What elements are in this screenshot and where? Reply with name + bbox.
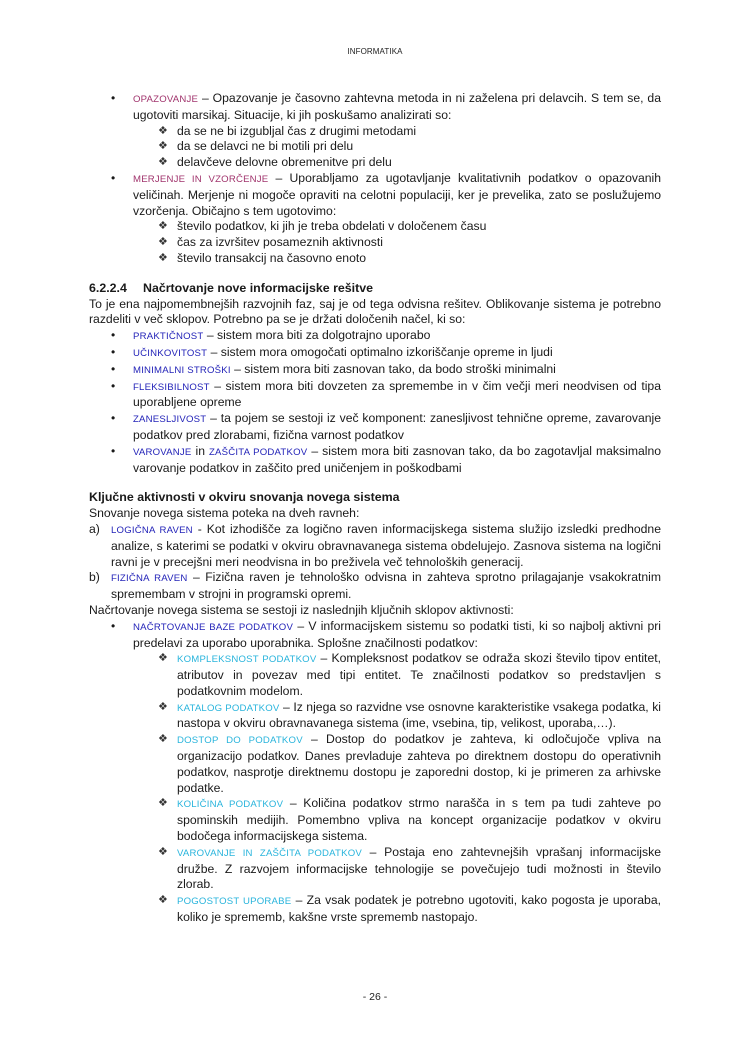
sub-list-item (89, 124, 661, 140)
item-text: – Opazovanje je časovno zahtevna metoda in ni zaželena pri delavcih. S tem se, da ugotoviti marsikaj. Situacije, ki jih poskušamo analizirati so: (133, 91, 661, 122)
item-text: – Postaja eno zahtevnejših vprašanj informacijske družbe. Z razvojem informacijske tehnologije se povečujejo tudi možnosti in število zlorab. (177, 844, 661, 892)
diamond-bullet-icon: ❖ (158, 236, 168, 249)
term-label: VAROVANJE (133, 446, 192, 458)
item-text: – sistem mora biti zasnovan tako, da bo zagotavljal maksimalno varovanje podatkov in zaščito pred uničenjem in poškodbami (133, 443, 662, 475)
list-marker: b) (89, 570, 100, 585)
term-label: NAČRTOVANJE BAZE PODATKOV (133, 621, 294, 633)
bullet-icon: • (111, 170, 116, 185)
list-item-prakticnost (89, 328, 661, 345)
sub-list-item-dostop (89, 732, 661, 796)
diamond-bullet-icon: ❖ (158, 845, 168, 858)
page-content (89, 91, 661, 926)
section-number: 6.2.2.4 (89, 280, 127, 295)
page-number: - 26 - (362, 991, 388, 1003)
item-text: – Kompleksnost podatkov se odraža skozi število tipov entitet, atributov in povezav med tipi entitet. Te značilnosti podatkov so predstavljen s podatkovnim modelom. (177, 651, 661, 698)
list-item-merjenje (89, 171, 661, 219)
list-item-fleksibilnost (89, 379, 661, 412)
term-label-2: ZAŠČITA PODATKOV (209, 446, 308, 458)
item-text: – sistem mora omogočati optimalno izkoriščanje opreme in ljudi (207, 344, 553, 359)
item-text: – Iz njega so razvidne vse osnovne karakteristike vsakega podatka, ki nastopa v okviru obravnavanega sistema (ime, vsebina, tip, velikost, uporaba,…). (177, 699, 661, 731)
list-item-nacrtovanje-baze (89, 619, 661, 652)
item-text: – Za vsak podatek je potrebno ugotoviti, kako pogosta je uporaba, koliko je sprememb, kakšne vrste sprememb nastopajo. (177, 893, 661, 925)
term-label: KATALOG PODATKOV (177, 702, 280, 714)
term-label: POGOSTOST UPORABE (177, 896, 292, 908)
list-item-opazovanje (89, 91, 661, 124)
level-item-logicna (89, 522, 661, 570)
sub-list-item-katalog (89, 700, 661, 733)
sub-item-text: čas za izvršitev posameznih aktivnosti (177, 235, 383, 250)
section-intro: To je ena najpomembnejših razvojnih faz, saj je od tega odvisna rešitev. Oblikovanje sistema je potrebno razdeliti v več sklopov. Potrebno pa se je držati določenih načel, ki so: (89, 296, 661, 327)
term-label: MINIMALNI STROŠKI (133, 364, 231, 376)
list-item-varovanje-zascita (89, 444, 661, 477)
sub-list-item-varovanje (89, 845, 661, 893)
sub-list-item-pogostost (89, 893, 661, 926)
term-label: FIZIČNA RAVEN (111, 573, 188, 585)
item-text: – sistem mora biti zasnovan tako, da bodo stroški minimalni (230, 361, 556, 376)
term-label: MERJENJE IN VZORČENJE (133, 173, 269, 185)
bullet-icon: • (111, 443, 116, 458)
term-label: KOMPLEKSNOST PODATKOV (177, 654, 317, 666)
item-text: – sistem mora biti dovzeten za spremembe in v čim večji meri neodvisen od tipa uporabljene opreme (133, 378, 661, 410)
list-item-zanesljivost (89, 411, 661, 444)
connector-text: in (191, 443, 209, 458)
bullet-icon: • (111, 344, 116, 359)
sub-item-text: da se delavci ne bi motili pri delu (177, 139, 354, 154)
activities-intro: Načrtovanje novega sistema se sestoji iz naslednjih ključnih sklopov aktivnosti: (89, 602, 514, 617)
level-item-fizicna (89, 570, 661, 603)
list-marker: a) (89, 521, 100, 536)
term-label: ZANESLJIVOST (133, 414, 207, 426)
term-label: PRAKTIČNOST (133, 331, 204, 343)
bullet-icon: • (111, 378, 116, 393)
sub-item-text: delavčeve delovne obremenitve pri delu (177, 155, 392, 170)
sub-list-item (89, 235, 661, 251)
subsection-heading: Ključne aktivnosti v okviru snovanja novega sistema (89, 490, 400, 505)
sub-list-item (89, 155, 661, 171)
sub-list-item-kompleksnost (89, 651, 661, 699)
sub-list-item (89, 139, 661, 155)
sub-item-text: da se ne bi izgubljal čas z drugimi metodami (177, 123, 417, 138)
term-label: OPAZOVANJE (133, 94, 199, 105)
diamond-bullet-icon: ❖ (158, 140, 168, 153)
term-label: KOLIČINA PODATKOV (177, 799, 284, 811)
bullet-icon: • (111, 361, 116, 376)
sub-list-item (89, 219, 661, 235)
item-text: – Uporabljamo za ugotavljanje kvalitativnih podatkov o opazovanih veličinah. Merjenje ni mogoče opraviti na celotni populaciji, ker je prevelika, zato se poslužujemo vzorčenja. Običajno s tem ugotovimo: (133, 170, 661, 218)
list-item-minimalni-stroski (89, 362, 661, 379)
running-header: INFORMATIKA (347, 47, 403, 56)
bullet-icon: • (111, 618, 116, 633)
diamond-bullet-icon: ❖ (158, 156, 168, 169)
bullet-icon: • (111, 91, 116, 105)
bullet-icon: • (111, 411, 116, 426)
bullet-icon: • (111, 328, 116, 343)
diamond-bullet-icon: ❖ (158, 733, 168, 746)
diamond-bullet-icon: ❖ (158, 124, 168, 137)
diamond-bullet-icon: ❖ (158, 700, 168, 713)
term-label: UČINKOVITOST (133, 347, 208, 359)
item-text: – ta pojem se sestoji iz več komponent: zanesljivost tehnične opreme, zavarovanje podatkov pred zlorabami, fizična varnost podatkov (133, 411, 661, 442)
term-label: LOGIČNA RAVEN (111, 524, 193, 536)
diamond-bullet-icon: ❖ (158, 652, 168, 665)
item-text: – Dostop do podatkov je zahteva, ki odločujoče vpliva na organizacijo podatkov. Danes prevladuje zahteva po direktnem dostopu do operativnih podatkov, nasprotje direktnemu dostopu je zaporedni dostop, ki je primeren za arhivske podatke. (177, 732, 661, 795)
sub-list-item-kolicina (89, 796, 661, 844)
sub-list-item (89, 251, 661, 267)
section-title: Načrtovanje nove informacijske rešitve (143, 280, 374, 295)
item-text: – sistem mora biti za dolgotrajno uporabo (203, 328, 431, 343)
list-item-ucinkovitost (89, 345, 661, 362)
section-heading (89, 281, 661, 297)
diamond-bullet-icon: ❖ (158, 220, 168, 233)
diamond-bullet-icon: ❖ (158, 797, 168, 810)
diamond-bullet-icon: ❖ (158, 894, 168, 907)
sub-item-text: število transakcij na časovno enoto (177, 250, 367, 265)
diamond-bullet-icon: ❖ (158, 251, 168, 264)
term-label: VAROVANJE IN ZAŠČITA PODATKOV (177, 847, 362, 859)
sub-item-text: število podatkov, ki jih je treba obdelati v določenem času (177, 219, 487, 234)
subsection-intro: Snovanje novega sistema poteka na dveh ravneh: (89, 506, 360, 521)
term-label: FLEKSIBILNOST (133, 381, 210, 393)
item-text: – V informacijskem sistemu so podatki tisti, ki so najbolj aktivni pri predelavi za uporabo uporabnika. Splošne značilnosti podatkov: (133, 618, 661, 650)
item-text: - Kot izhodišče za logično raven informacijskega sistema služijo izsledki predhodne analize, s katerimi se podatki v okviru obravnavanega sistema obdelujejo. Zasnova sistema na logični ravni je v precejšni meri neodvisna in bo preživela več tehnoloških generacij. (111, 521, 661, 569)
term-label: DOSTOP DO PODATKOV (177, 735, 303, 747)
item-text: – Količina podatkov strmo narašča in s tem pa tudi zahteve po spominskih medijih. Pomembno vpliva na koncept organizacije podatkov v okviru bodočega informacijskega sistema. (177, 796, 662, 844)
item-text: – Fizična raven je tehnološko odvisna in zahteva sprotno prilagajanje vsakokratnim spremembam v strojni in programski opremi. (111, 570, 661, 602)
